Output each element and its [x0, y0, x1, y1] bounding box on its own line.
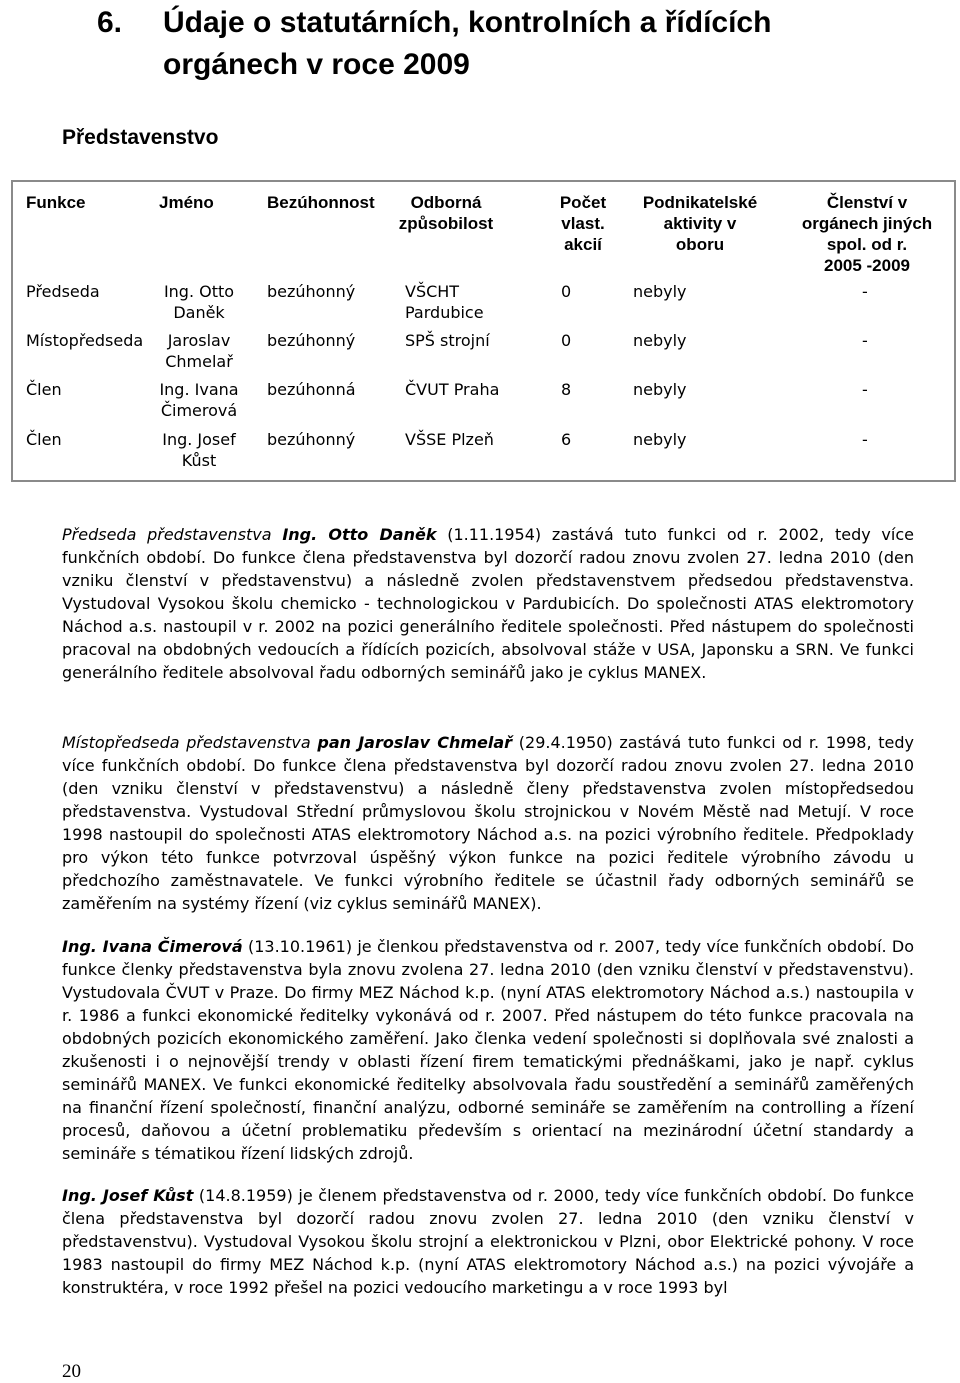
cell-jmeno [149, 429, 249, 471]
col-header-bezuhonnost: Bezúhonnost [267, 193, 375, 212]
cell-podnikatelske: nebyly [633, 380, 687, 399]
cell-podnikatelske: nebyly [633, 282, 687, 301]
board-subheading: Představenstvo [62, 126, 219, 149]
cell-bezuhonnost: bezúhonná [267, 380, 356, 399]
cell-clenstvi: - [862, 331, 868, 350]
name-line: Daněk [173, 303, 225, 322]
odborna-line: Pardubice [405, 303, 484, 322]
bio-role: Předseda představenstva [62, 525, 283, 544]
cell-funkce: Člen [26, 380, 62, 399]
header-line: způsobilost [398, 214, 494, 233]
bio-cimerova [62, 935, 914, 1165]
cell-pocet: 6 [561, 430, 572, 449]
header-line: spol. od r. [826, 235, 908, 254]
cell-pocet: 8 [561, 380, 572, 399]
bio-text: (13.10.1961) je členkou představenstva od r. 2007, tedy více funkčních období. Do funkce členky představenstva byla znovu zvolena 27. ledna 2010 (den vzniku členství v představenstvu). Vystudovala ČVUT v Praze. Do firmy MEZ Náchod k.p. (nyní ATAS elektromotory Náchod a.s.) nastoupila v r. 1986 a funkci ekonomické ředitelky vykonává od r. 2007. Před nástupem do této funkce pracovala na obdobných pozicích ekonomického zaměření. Jako členka vedení společnosti si doplňovala své znalosti a zkušenosti i o nejnovější trendy v oblasti řízení firem tematickými přednáškami, jako je např. cyklus seminářů MANEX. Ve funkci ekonomické ředitelky absolvovala řadu soustředění a seminářů zaměřených na finanční řízení společností, finanční analýzu, odborné semináře se zaměřením na controlling a řízení procesů, daňovou a účetní problematiku především s orientací na mezinárodní účetní standardy a semináře s tématikou řízení lidských zdrojů. [62, 937, 915, 1163]
board-table [11, 180, 956, 482]
cell-podnikatelske: nebyly [633, 331, 687, 350]
cell-pocet: 0 [561, 282, 572, 301]
col-header-podnikatelske-aktivity [620, 192, 780, 255]
cell-clenstvi: - [862, 430, 868, 449]
section-title-line: Údaje o statutárních, kontrolních a řídících [163, 6, 772, 39]
section-number: 6. [97, 6, 123, 39]
cell-jmeno [149, 281, 249, 323]
cell-jmeno [149, 379, 249, 421]
header-line: vlast. [561, 214, 605, 233]
header-line: Počet [559, 193, 607, 212]
col-header-jmeno: Jméno [159, 193, 214, 212]
cell-bezuhonnost: bezúhonný [267, 430, 356, 449]
cell-funkce: Člen [26, 430, 62, 449]
bio-name: Ing. Josef Kůst [62, 1186, 194, 1205]
cell-odborna: SPŠ strojní [405, 331, 490, 350]
section-title [163, 2, 771, 86]
cell-odborna [405, 281, 484, 323]
name-line: Ing. Ivana [159, 380, 239, 399]
cell-bezuhonnost: bezúhonný [267, 331, 356, 350]
cell-pocet: 0 [561, 331, 572, 350]
name-line: Čimerová [160, 401, 238, 420]
bio-text: (14.8.1959) je členem představenstva od r. 2000, tedy více funkčních období. Do funkce člena představenstva byl dozorčí radou znovu zvolen 27. ledna 2010 (den vzniku členství v představenstvu). Vystudoval Vysokou školu strojní a elektronickou v Plzni, obor Elektrické pohony. V roce 1983 nastoupil do firmy MEZ Náchod k.p. (nyní ATAS elektromotory Náchod a.s.) na pozici vývojáře a konstruktéra, v roce 1992 přešel na pozici vedoucího marketingu a v roce 1993 byl [62, 1186, 915, 1297]
header-line: Odborná [410, 193, 482, 212]
header-line: orgánech jiných [801, 214, 933, 233]
cell-funkce: Místopředseda [26, 331, 144, 350]
header-line: akcií [564, 235, 602, 254]
cell-clenstvi: - [862, 282, 868, 301]
name-line: Ing. Josef [162, 430, 236, 449]
header-line: Členství v [826, 193, 908, 212]
name-line: Kůst [181, 451, 217, 470]
cell-clenstvi: - [862, 380, 868, 399]
name-line: Jaroslav [167, 331, 231, 350]
col-header-pocet-akcii [548, 192, 618, 255]
bio-daněk [62, 523, 914, 684]
bio-name: Ing. Otto Daněk [282, 525, 437, 544]
bio-name: pan Jaroslav Chmelař [317, 733, 513, 752]
section-title-line: orgánech v roce 2009 [163, 48, 470, 81]
cell-podnikatelske: nebyly [633, 430, 687, 449]
col-header-funkce: Funkce [26, 193, 86, 212]
cell-odborna: VŠSE Plzeň [405, 430, 494, 449]
cell-bezuhonnost: bezúhonný [267, 282, 356, 301]
name-line: Chmelař [165, 352, 233, 371]
bio-role: Místopředseda představenstva [62, 733, 318, 752]
header-line: Podnikatelské [642, 193, 758, 212]
bio-text: (1.11.1954) zastává tuto funkci od r. 2002, tedy více funkčních období. Do funkce člena představenstva byl dozorčí radou znovu zvolen 27. ledna 2010 (den vzniku členství v představenstvu) a následně zvolen představenstvem předsedou představenstva. Vystudoval Vysokou školu chemicko - technologickou v Pardubicích. Do společnosti ATAS elektromotory Náchod a.s. nastoupil v r. 2002 na pozici generálního ředitele společnosti. Před nástupem do společnosti pracoval na obdobných vedoucích a řídících pozicích, absolvoval stáže v USA, Japonsku a SRN. Ve funkci generálního ředitele absolvoval řadu odborných seminářů jako je cyklus MANEX. [62, 525, 914, 682]
col-header-clenstvi [792, 192, 942, 276]
cell-funkce: Předseda [26, 282, 100, 301]
col-header-odborna-zpusobilost [391, 192, 501, 234]
bio-chmelar [62, 731, 914, 915]
name-line: Ing. Otto [163, 282, 235, 301]
header-line: oboru [675, 235, 725, 254]
header-line: aktivity v [663, 214, 737, 233]
cell-odborna: ČVUT Praha [405, 380, 500, 399]
bio-kust [62, 1184, 914, 1299]
header-line: 2005 -2009 [823, 256, 911, 275]
bio-name: Ing. Ivana Čimerová [62, 937, 243, 956]
odborna-line: VŠCHT [405, 282, 460, 301]
page-number: 20 [62, 1361, 81, 1382]
cell-jmeno [149, 330, 249, 372]
bio-text: (29.4.1950) zastává tuto funkci od r. 1998, tedy více funkčních období. Do funkce člena představenstva byl dozorčí radou znovu zvolen 27. ledna 2010 (den vzniku členství v představenstvu) a následně členy představenstva zvolen místopředsedou představenstva. Vystudoval Střední průmyslovou školu strojnickou v Novém Městě nad Metují. V roce 1998 nastoupil do společnosti ATAS elektromotory Náchod a.s. na pozici výrobního ředitele. Předpoklady pro výkon této funkce potvrzoval úspěšný výkon funkce na pozici ředitele výrobního závodu u předchozího zaměstnavatele. Ve funkci výrobního ředitele se účastnil řady odborných seminářů se zaměřením na systémy řízení (viz cyklus seminářů MANEX). [62, 733, 914, 913]
